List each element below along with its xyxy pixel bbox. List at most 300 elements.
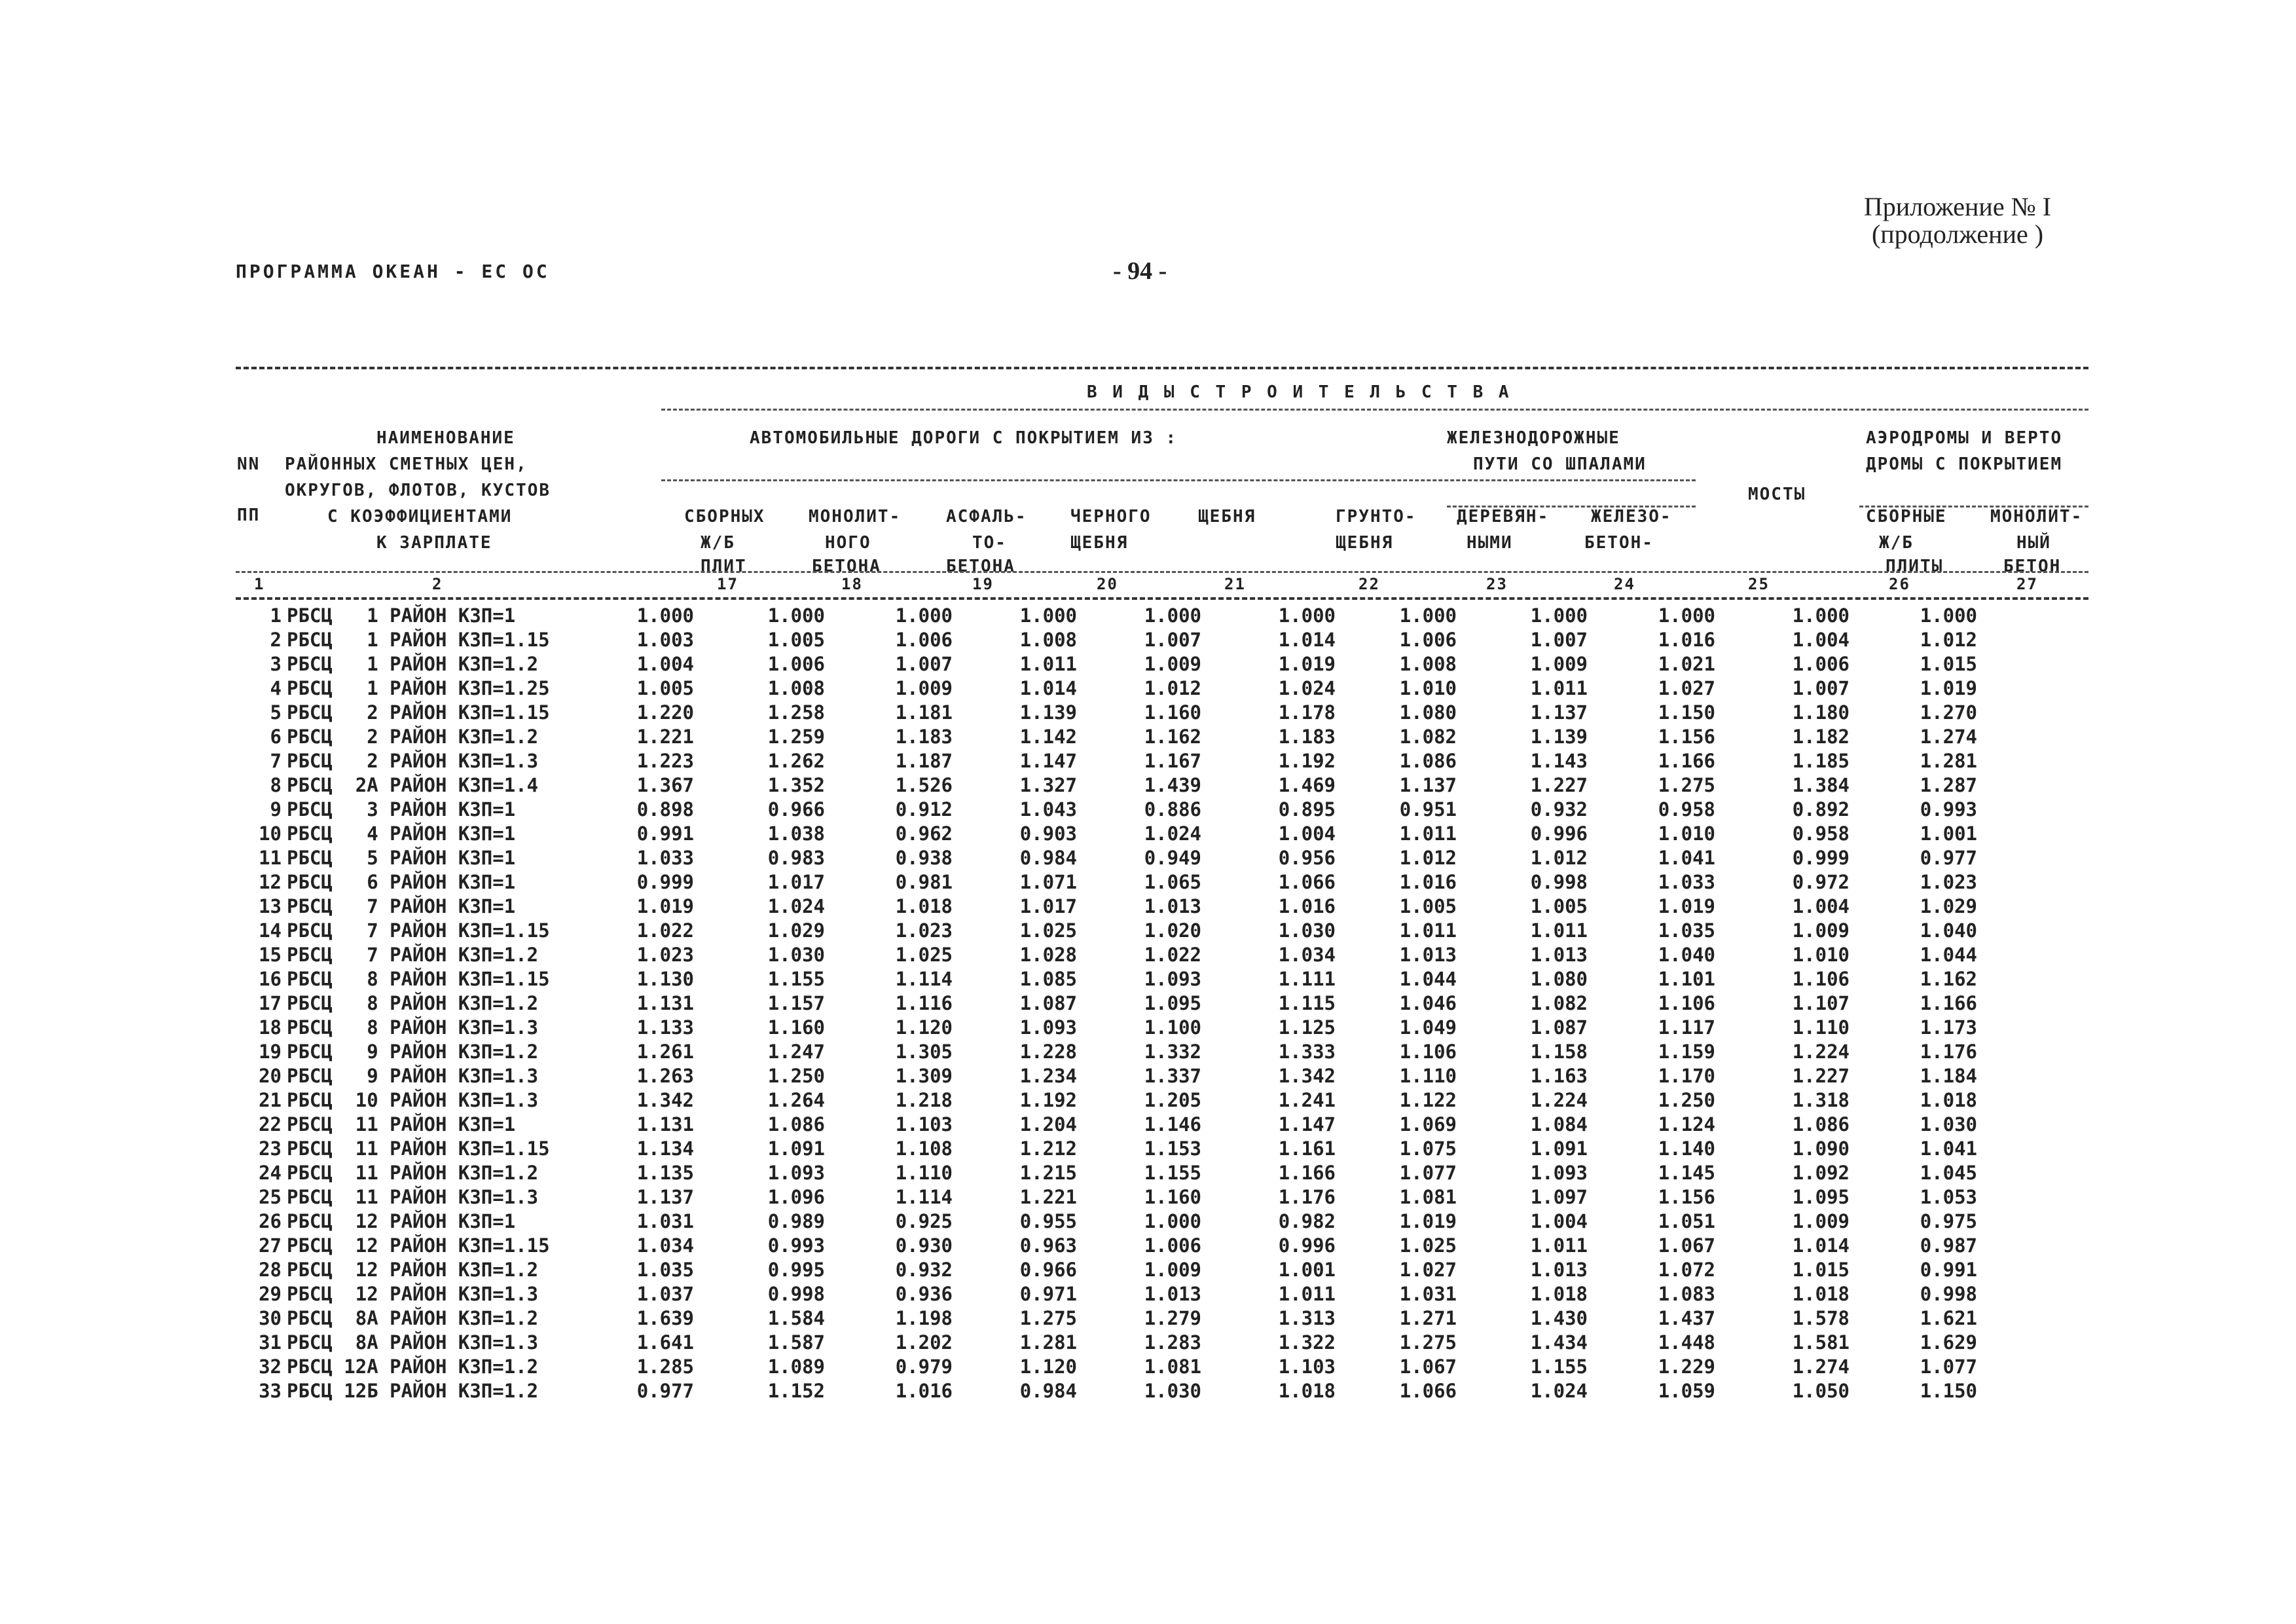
table-row	[236, 1355, 2088, 1379]
table-row	[236, 1161, 2088, 1185]
row-number: 9	[270, 798, 282, 821]
cell-value: 1.146	[1144, 1113, 1201, 1135]
cell-value: 1.263	[636, 1065, 694, 1087]
cell-value: 1.000	[767, 604, 825, 627]
cell-value: 1.024	[767, 895, 825, 917]
row-number: 4	[270, 677, 282, 699]
cell-value: 1.157	[767, 992, 825, 1014]
cell-value: 1.009	[1144, 1259, 1201, 1281]
cell-value: 1.285	[636, 1356, 694, 1378]
cell-value: 1.180	[1792, 701, 1850, 724]
header-col26-line-2: Ж/Б	[1879, 533, 1914, 553]
cell-value: 1.007	[1144, 629, 1201, 651]
row-number: 28	[259, 1259, 282, 1281]
row-number: 24	[259, 1162, 282, 1184]
table-row	[236, 870, 2088, 895]
header-bridges: МОСТЫ	[1748, 485, 1806, 504]
cell-value: 0.995	[767, 1259, 825, 1281]
cell-value: 1.089	[767, 1356, 825, 1378]
cell-value: 0.998	[1530, 871, 1588, 893]
cell-value: 1.137	[1530, 701, 1588, 724]
row-name: РБСЦ 3 РАЙОН КЗП=1	[287, 798, 516, 821]
cell-value: 1.007	[895, 653, 953, 675]
cell-value: 1.229	[1658, 1356, 1715, 1378]
cell-value: 1.006	[895, 629, 953, 651]
cell-value: 1.012	[1920, 629, 1977, 651]
cell-value: 1.224	[1792, 1041, 1850, 1063]
cell-value: 1.024	[1144, 822, 1201, 845]
cell-value: 1.137	[1399, 774, 1457, 796]
cell-value: 1.173	[1920, 1016, 1977, 1039]
row-name: РБСЦ 11 РАЙОН КЗП=1	[287, 1113, 516, 1135]
cell-value: 1.067	[1399, 1356, 1457, 1378]
row-number: 22	[259, 1113, 282, 1135]
cell-value: 1.106	[1792, 968, 1850, 990]
row-name: РБСЦ 2А РАЙОН КЗП=1.4	[287, 774, 539, 796]
header-col26-line-1: СБОРНЫЕ	[1866, 507, 1947, 526]
cell-value: 0.898	[636, 798, 694, 821]
cell-value: 1.110	[1399, 1065, 1457, 1087]
cell-value: 1.111	[1278, 968, 1336, 990]
cell-value: 1.159	[1658, 1041, 1715, 1063]
row-name: РБСЦ 2 РАЙОН КЗП=1.2	[287, 726, 539, 748]
cell-value: 1.011	[1399, 919, 1457, 942]
cell-value: 1.185	[1792, 750, 1850, 772]
cell-value: 1.046	[1399, 992, 1457, 1014]
cell-value: 1.100	[1144, 1016, 1201, 1039]
cell-value: 0.984	[1019, 847, 1077, 869]
cell-value: 1.439	[1144, 774, 1201, 796]
cell-value: 1.220	[636, 701, 694, 724]
cell-value: 0.977	[636, 1380, 694, 1402]
table-row	[236, 1016, 2088, 1040]
cell-value: 1.013	[1530, 1259, 1588, 1281]
cell-value: 1.131	[636, 992, 694, 1014]
table-row	[236, 1379, 2088, 1403]
cell-value: 1.030	[1278, 919, 1336, 942]
cell-value: 0.984	[1019, 1380, 1077, 1402]
cell-value: 1.000	[636, 604, 694, 627]
row-number: 10	[259, 822, 282, 845]
cell-value: 0.949	[1144, 847, 1201, 869]
cell-value: 1.125	[1278, 1016, 1336, 1039]
cell-value: 1.318	[1792, 1089, 1850, 1111]
row-number: 8	[270, 774, 282, 796]
cell-value: 1.135	[636, 1162, 694, 1184]
cell-value: 1.033	[1658, 871, 1715, 893]
cell-value: 1.018	[1920, 1089, 1977, 1111]
cell-value: 1.045	[1920, 1162, 1977, 1184]
row-name: РБСЦ 12 РАЙОН КЗП=1.2	[287, 1259, 539, 1281]
cell-value: 1.101	[1658, 968, 1715, 990]
colnum-17: 17	[717, 575, 738, 593]
cell-value: 1.176	[1278, 1186, 1336, 1208]
cell-value: 1.049	[1399, 1016, 1457, 1039]
header-airfield-title-2: ДРОМЫ С ПОКРЫТИЕМ	[1866, 454, 2063, 474]
cell-value: 1.163	[1530, 1065, 1588, 1087]
cell-value: 1.013	[1399, 944, 1457, 966]
cell-value: 1.080	[1399, 701, 1457, 724]
cell-value: 1.030	[767, 944, 825, 966]
cell-value: 1.065	[1144, 871, 1201, 893]
header-col26-line-3: ПЛИТЫ	[1886, 557, 1944, 576]
cell-value: 1.122	[1399, 1089, 1457, 1111]
table-row	[236, 1258, 2088, 1282]
cell-value: 1.103	[895, 1113, 953, 1135]
cell-value: 1.156	[1658, 726, 1715, 748]
cell-value: 1.007	[1530, 629, 1588, 651]
cell-value: 1.000	[1278, 604, 1336, 627]
row-name: РБСЦ 12Б РАЙОН КЗП=1.2	[287, 1380, 539, 1402]
cell-value: 1.014	[1792, 1234, 1850, 1257]
cell-value: 1.147	[1019, 750, 1077, 772]
cell-value: 1.018	[1530, 1283, 1588, 1305]
cell-value: 1.004	[1792, 895, 1850, 917]
row-number: 27	[259, 1234, 282, 1257]
cell-value: 1.279	[1144, 1307, 1201, 1329]
cell-value: 1.090	[1792, 1137, 1850, 1160]
cell-value: 1.187	[895, 750, 953, 772]
cell-value: 1.007	[1792, 677, 1850, 699]
header-rule-roads	[661, 479, 1696, 481]
header-col22-line-2: ЩЕБНЯ	[1336, 533, 1394, 553]
cell-value: 1.080	[1530, 968, 1588, 990]
cell-value: 1.092	[1792, 1162, 1850, 1184]
row-name: РБСЦ 7 РАЙОН КЗП=1.2	[287, 944, 539, 966]
row-number: 30	[259, 1307, 282, 1329]
cell-value: 1.275	[1019, 1307, 1077, 1329]
row-number: 23	[259, 1137, 282, 1160]
cell-value: 1.448	[1658, 1331, 1715, 1354]
cell-value: 1.629	[1920, 1331, 1977, 1354]
cell-value: 1.044	[1399, 968, 1457, 990]
cell-value: 0.975	[1920, 1210, 1977, 1232]
cell-value: 1.434	[1530, 1331, 1588, 1354]
cell-value: 1.006	[1399, 629, 1457, 651]
row-name: РБСЦ 7 РАЙОН КЗП=1	[287, 895, 516, 917]
cell-value: 1.384	[1792, 774, 1850, 796]
cell-value: 1.005	[1530, 895, 1588, 917]
cell-value: 1.082	[1399, 726, 1457, 748]
header-col20-line-2: ЩЕБНЯ	[1070, 533, 1129, 553]
row-name: РБСЦ 1 РАЙОН КЗП=1	[287, 604, 516, 627]
table-row	[236, 1234, 2088, 1258]
cell-value: 1.139	[1019, 701, 1077, 724]
cell-value: 1.087	[1530, 1016, 1588, 1039]
cell-value: 1.000	[1144, 1210, 1201, 1232]
row-number: 11	[259, 847, 282, 869]
cell-value: 1.012	[1530, 847, 1588, 869]
row-name: РБСЦ 6 РАЙОН КЗП=1	[287, 871, 516, 893]
header-col27-line-1: МОНОЛИТ-	[1990, 507, 2083, 526]
cell-value: 1.008	[767, 677, 825, 699]
header-col21-line-1: ЩЕБНЯ	[1198, 507, 1256, 526]
cell-value: 1.020	[1144, 919, 1201, 942]
cell-value: 0.958	[1658, 798, 1715, 821]
cell-value: 1.145	[1658, 1162, 1715, 1184]
table-row	[236, 701, 2088, 725]
cell-value: 1.003	[636, 629, 694, 651]
cell-value: 1.116	[895, 992, 953, 1014]
header-col18-line-1: МОНОЛИТ-	[809, 507, 902, 526]
cell-value: 1.023	[636, 944, 694, 966]
header-col27-line-2: НЫЙ	[2016, 533, 2051, 553]
row-name: РБСЦ 11 РАЙОН КЗП=1.15	[287, 1137, 550, 1160]
cell-value: 1.170	[1658, 1065, 1715, 1087]
cell-value: 1.018	[895, 895, 953, 917]
row-name: РБСЦ 9 РАЙОН КЗП=1.2	[287, 1041, 539, 1063]
cell-value: 0.886	[1144, 798, 1201, 821]
cell-value: 1.283	[1144, 1331, 1201, 1354]
cell-value: 1.031	[1399, 1283, 1457, 1305]
cell-value: 1.224	[1530, 1089, 1588, 1111]
cell-value: 1.023	[1920, 871, 1977, 893]
cell-value: 1.274	[1920, 726, 1977, 748]
cell-value: 0.966	[767, 798, 825, 821]
cell-value: 1.322	[1278, 1331, 1336, 1354]
cell-value: 0.936	[895, 1283, 953, 1305]
cell-value: 1.221	[1019, 1186, 1077, 1208]
cell-value: 1.120	[1019, 1356, 1077, 1378]
cell-value: 1.241	[1278, 1089, 1336, 1111]
cell-value: 1.161	[1278, 1137, 1336, 1160]
cell-value: 1.081	[1144, 1356, 1201, 1378]
table-row	[236, 1209, 2088, 1234]
cell-value: 1.181	[895, 701, 953, 724]
row-number: 20	[259, 1065, 282, 1087]
row-number: 18	[259, 1016, 282, 1039]
row-name: РБСЦ 2 РАЙОН КЗП=1.15	[287, 701, 550, 724]
cell-value: 1.152	[767, 1380, 825, 1402]
cell-value: 1.030	[1144, 1380, 1201, 1402]
header-airfield-title-1: АЭРОДРОМЫ И ВЕРТО	[1866, 428, 2063, 448]
cell-value: 1.227	[1792, 1065, 1850, 1087]
cell-value: 1.183	[895, 726, 953, 748]
row-name: РБСЦ 12 РАЙОН КЗП=1.15	[287, 1234, 550, 1257]
cell-value: 1.258	[767, 701, 825, 724]
cell-value: 1.005	[1399, 895, 1457, 917]
cell-value: 0.996	[1530, 822, 1588, 845]
cell-value: 1.234	[1019, 1065, 1077, 1087]
cell-value: 1.337	[1144, 1065, 1201, 1087]
table-row	[236, 1282, 2088, 1306]
table-row	[236, 1185, 2088, 1209]
row-number: 31	[259, 1331, 282, 1354]
cell-value: 1.221	[636, 726, 694, 748]
cell-value: 0.993	[767, 1234, 825, 1257]
cell-value: 1.139	[1530, 726, 1588, 748]
cell-value: 0.987	[1920, 1234, 1977, 1257]
row-number: 1	[270, 604, 282, 627]
cell-value: 1.150	[1658, 701, 1715, 724]
row-number: 21	[259, 1089, 282, 1111]
cell-value: 1.006	[1792, 653, 1850, 675]
table-body	[236, 604, 2088, 1403]
row-name: РБСЦ 10 РАЙОН КЗП=1.3	[287, 1089, 539, 1111]
colnum-27: 27	[2016, 575, 2038, 593]
cell-value: 1.134	[636, 1137, 694, 1160]
cell-value: 1.091	[1530, 1137, 1588, 1160]
table-row	[236, 919, 2088, 943]
cell-value: 0.998	[767, 1283, 825, 1305]
row-name: РБСЦ 12 РАЙОН КЗП=1	[287, 1210, 516, 1232]
row-name: РБСЦ 12А РАЙОН КЗП=1.2	[287, 1356, 539, 1378]
cell-value: 1.014	[1278, 629, 1336, 651]
cell-value: 0.932	[895, 1259, 953, 1281]
cell-value: 0.991	[1920, 1259, 1977, 1281]
cell-value: 1.142	[1019, 726, 1077, 748]
cell-value: 1.019	[636, 895, 694, 917]
cell-value: 1.352	[767, 774, 825, 796]
header-col24-line-2: БЕТОН-	[1584, 533, 1654, 553]
cell-value: 1.006	[1144, 1234, 1201, 1257]
cell-value: 1.342	[636, 1089, 694, 1111]
cell-value: 0.996	[1278, 1234, 1336, 1257]
row-number: 19	[259, 1041, 282, 1063]
cell-value: 1.271	[1399, 1307, 1457, 1329]
cell-value: 1.066	[1399, 1380, 1457, 1402]
cell-value: 1.000	[1019, 604, 1077, 627]
cell-value: 1.124	[1658, 1113, 1715, 1135]
cell-value: 1.010	[1399, 677, 1457, 699]
header-rail-title-2: ПУТИ СО ШПАЛАМИ	[1473, 454, 1647, 474]
cell-value: 1.017	[1019, 895, 1077, 917]
cell-value: 0.991	[636, 822, 694, 845]
cell-value: 1.008	[1399, 653, 1457, 675]
cell-value: 1.034	[1278, 944, 1336, 966]
cell-value: 1.137	[636, 1186, 694, 1208]
cell-value: 1.342	[1278, 1065, 1336, 1087]
cell-value: 1.040	[1658, 944, 1715, 966]
header-no-line-1: NN	[237, 454, 261, 474]
cell-value: 0.982	[1278, 1210, 1336, 1232]
cell-value: 1.034	[636, 1234, 694, 1257]
colnum-23: 23	[1486, 575, 1508, 593]
cell-value: 1.156	[1658, 1186, 1715, 1208]
colnum-21: 21	[1224, 575, 1246, 593]
cell-value: 1.117	[1658, 1016, 1715, 1039]
cell-value: 1.016	[1658, 629, 1715, 651]
cell-value: 0.979	[895, 1356, 953, 1378]
colnum-24: 24	[1614, 575, 1635, 593]
cell-value: 1.250	[767, 1065, 825, 1087]
header-rail-title-1: ЖЕЛЕЗНОДОРОЖНЫЕ	[1447, 428, 1620, 448]
cell-value: 1.025	[895, 944, 953, 966]
cell-value: 1.275	[1399, 1331, 1457, 1354]
cell-value: 0.983	[767, 847, 825, 869]
cell-value: 1.000	[1920, 604, 1977, 627]
cell-value: 1.261	[636, 1041, 694, 1063]
table-header-bottom-rule	[236, 597, 2088, 600]
cell-value: 0.966	[1019, 1259, 1077, 1281]
cell-value: 0.925	[895, 1210, 953, 1232]
table-row	[236, 1113, 2088, 1137]
cell-value: 1.085	[1019, 968, 1077, 990]
cell-value: 1.044	[1920, 944, 1977, 966]
cell-value: 0.998	[1920, 1283, 1977, 1305]
cell-value: 1.526	[895, 774, 953, 796]
table-row	[236, 943, 2088, 967]
cell-value: 0.956	[1278, 847, 1336, 869]
cell-value: 1.086	[1399, 750, 1457, 772]
cell-value: 1.264	[767, 1089, 825, 1111]
table-row	[236, 749, 2088, 773]
cell-value: 1.150	[1920, 1380, 1977, 1402]
row-name: РБСЦ 1 РАЙОН КЗП=1.2	[287, 653, 539, 675]
cell-value: 1.120	[895, 1016, 953, 1039]
header-rule-group	[661, 409, 2088, 411]
header-rule-bottom	[236, 571, 2088, 573]
row-name: РБСЦ 11 РАЙОН КЗП=1.3	[287, 1186, 539, 1208]
header-col17-line-3: ПЛИТ	[701, 557, 747, 576]
header-col20-line-1: ЧЕРНОГО	[1070, 507, 1152, 526]
row-number: 32	[259, 1356, 282, 1378]
row-number: 26	[259, 1210, 282, 1232]
table-header	[236, 381, 2088, 591]
header-col18-line-3: БЕТОНА	[812, 557, 881, 576]
cell-value: 1.166	[1658, 750, 1715, 772]
cell-value: 1.430	[1530, 1307, 1588, 1329]
cell-value: 1.581	[1792, 1331, 1850, 1354]
row-number: 16	[259, 968, 282, 990]
cell-value: 1.066	[1278, 871, 1336, 893]
table-row	[236, 846, 2088, 870]
header-col23-line-1: ДЕРЕВЯН-	[1457, 507, 1550, 526]
cell-value: 0.895	[1278, 798, 1336, 821]
cell-value: 1.215	[1019, 1162, 1077, 1184]
header-col18-line-2: НОГО	[825, 533, 871, 553]
cell-value: 1.019	[1278, 653, 1336, 675]
cell-value: 1.327	[1019, 774, 1077, 796]
row-name: РБСЦ 8 РАЙОН КЗП=1.3	[287, 1016, 539, 1039]
cell-value: 0.903	[1019, 822, 1077, 845]
cell-value: 1.332	[1144, 1041, 1201, 1063]
row-number: 5	[270, 701, 282, 724]
cell-value: 1.469	[1278, 774, 1336, 796]
row-name: РБСЦ 11 РАЙОН КЗП=1.2	[287, 1162, 539, 1184]
cell-value: 1.227	[1530, 774, 1588, 796]
row-name: РБСЦ 5 РАЙОН КЗП=1	[287, 847, 516, 869]
cell-value: 1.287	[1920, 774, 1977, 796]
cell-value: 0.955	[1019, 1210, 1077, 1232]
cell-value: 1.155	[1530, 1356, 1588, 1378]
cell-value: 1.035	[636, 1259, 694, 1281]
cell-value: 1.001	[1278, 1259, 1336, 1281]
cell-value: 1.009	[1530, 653, 1588, 675]
cell-value: 1.110	[1792, 1016, 1850, 1039]
cell-value: 1.022	[1144, 944, 1201, 966]
cell-value: 0.993	[1920, 798, 1977, 821]
cell-value: 1.205	[1144, 1089, 1201, 1111]
row-name: РБСЦ 4 РАЙОН КЗП=1	[287, 822, 516, 845]
cell-value: 1.093	[1019, 1016, 1077, 1039]
cell-value: 1.176	[1920, 1041, 1977, 1063]
cell-value: 1.040	[1920, 919, 1977, 942]
colnum-20: 20	[1097, 575, 1118, 593]
cell-value: 1.160	[767, 1016, 825, 1039]
cell-value: 1.071	[1019, 871, 1077, 893]
cell-value: 1.274	[1792, 1356, 1850, 1378]
header-col24-line-1: ЖЕЛЕЗО-	[1591, 507, 1672, 526]
cell-value: 1.166	[1278, 1162, 1336, 1184]
row-number: 14	[259, 919, 282, 942]
cell-value: 1.082	[1530, 992, 1588, 1014]
table-row	[236, 773, 2088, 798]
cell-value: 1.212	[1019, 1137, 1077, 1160]
header-col23-line-2: НЫМИ	[1467, 533, 1513, 553]
table-row	[236, 895, 2088, 919]
cell-value: 0.932	[1530, 798, 1588, 821]
